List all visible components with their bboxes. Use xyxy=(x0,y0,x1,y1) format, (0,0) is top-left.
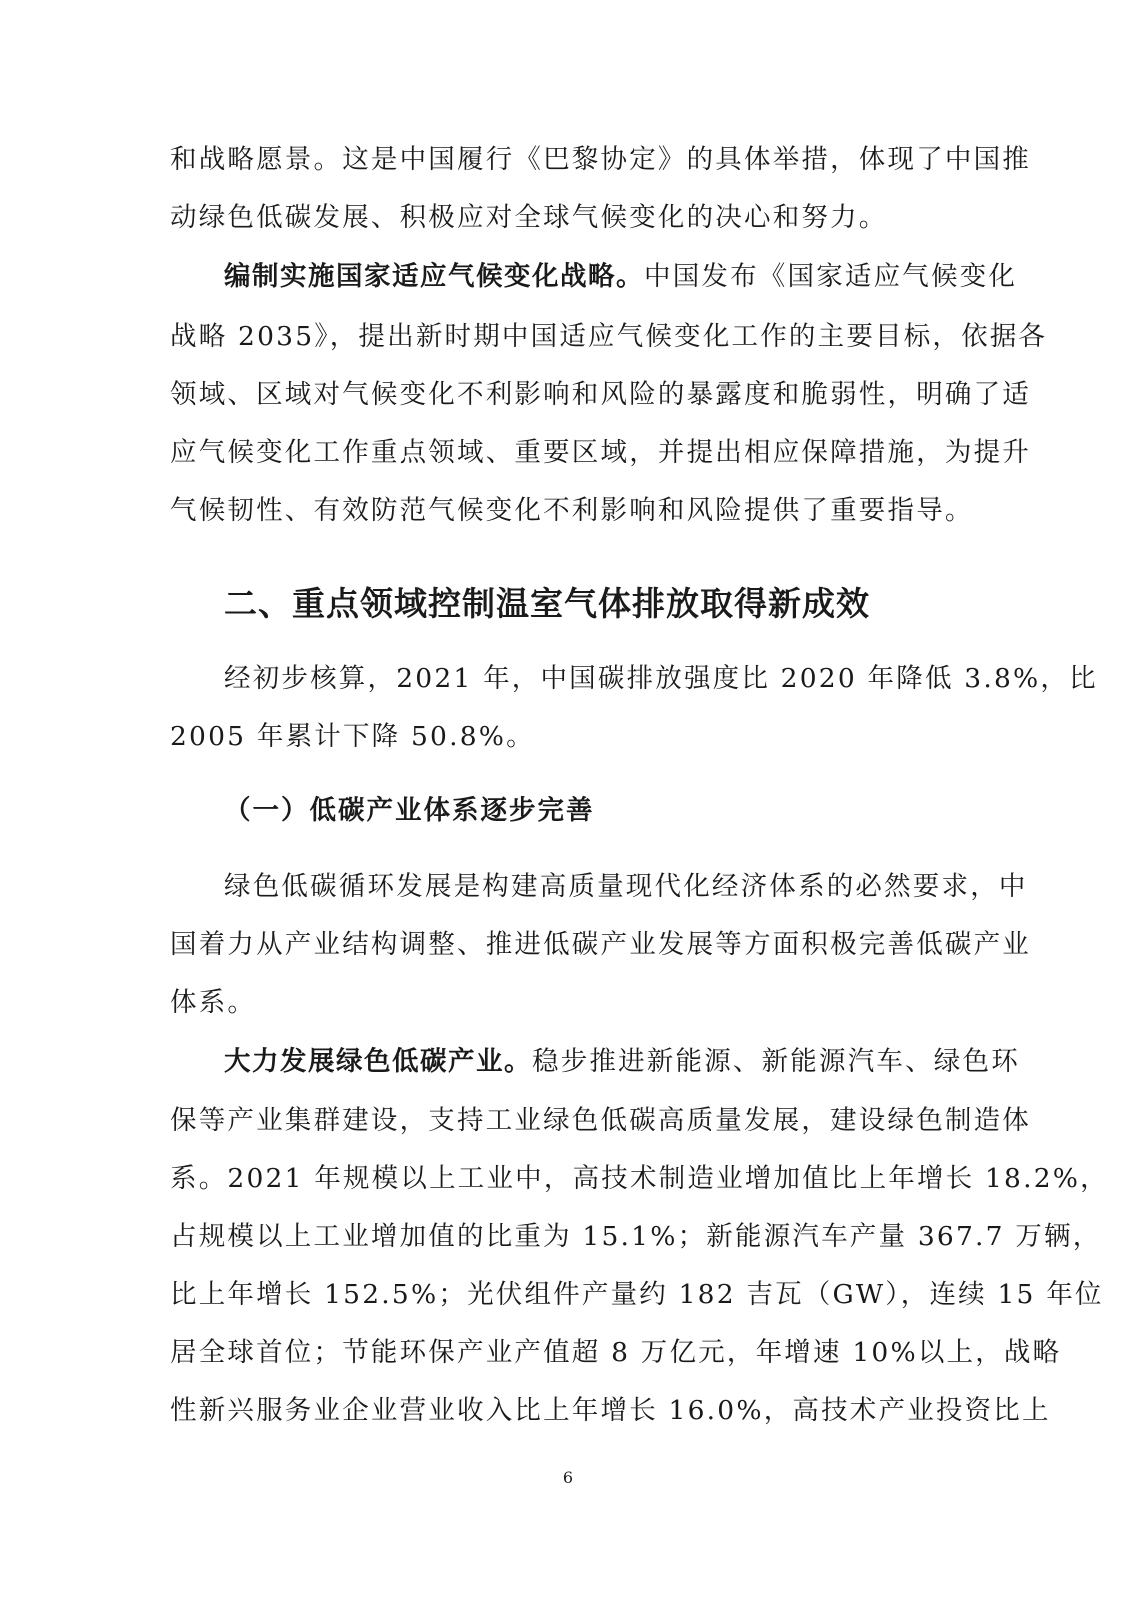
paragraph-line: 居全球首位；节能环保产业产值超 8 万亿元，年增速 10%以上，战略 xyxy=(170,1337,1062,1368)
section-heading: 二、重点领域控制温室气体排放取得新成效 xyxy=(224,584,870,623)
paragraph-text: 中国发布《国家适应气候变化 xyxy=(644,261,1018,292)
paragraph-line: 占规模以上工业增加值的比重为 15.1%；新能源汽车产量 367.7 万辆， xyxy=(170,1221,1102,1252)
bold-lead-text: 大力发展绿色低碳产业。 xyxy=(224,1046,532,1077)
paragraph-line: 2005 年累计下降 50.8%。 xyxy=(170,721,535,752)
paragraph-line: 绿色低碳循环发展是构建高质量现代化经济体系的必然要求，中 xyxy=(224,871,1028,902)
bold-lead-text: 编制实施国家适应气候变化战略。 xyxy=(224,261,644,292)
paragraph-line: 系。2021 年规模以上工业中，高技术制造业增加值比上年增长 18.2%， xyxy=(170,1163,1109,1194)
paragraph-line: 动绿色低碳发展、积极应对全球气候变化的决心和努力。 xyxy=(170,202,888,233)
paragraph-line: 经初步核算，2021 年，中国碳排放强度比 2020 年降低 3.8%，比 xyxy=(224,663,1098,694)
page-number: 6 xyxy=(562,1468,574,1487)
paragraph-line: 性新兴服务业企业营业收入比上年增长 16.0%，高技术产业投资比上 xyxy=(170,1395,1051,1426)
paragraph-line xyxy=(224,1042,1020,1082)
paragraph-line xyxy=(224,257,1018,297)
paragraph-line: 和战略愿景。这是中国履行《巴黎协定》的具体举措，体现了中国推 xyxy=(170,144,1031,175)
paragraph-line: 比上年增长 152.5%；光伏组件产量约 182 吉瓦（GW），连续 15 年位 xyxy=(170,1279,1104,1310)
paragraph-line: 体系。 xyxy=(170,987,257,1018)
subsection-heading: （一）低碳产业体系逐步完善 xyxy=(224,795,595,826)
paragraph-text: 稳步推进新能源、新能源汽车、绿色环 xyxy=(532,1046,1020,1077)
paragraph-line: 国着力从产业结构调整、推进低碳产业发展等方面积极完善低碳产业 xyxy=(170,929,1031,960)
paragraph-line: 气候韧性、有效防范气候变化不利影响和风险提供了重要指导。 xyxy=(170,495,974,526)
paragraph-line: 保等产业集群建设，支持工业绿色低碳高质量发展，建设绿色制造体 xyxy=(170,1105,1031,1136)
paragraph-line: 战略 2035》，提出新时期中国适应气候变化工作的主要目标，依据各 xyxy=(170,321,1048,352)
paragraph-line: 应气候变化工作重点领域、重要区域，并提出相应保障措施，为提升 xyxy=(170,437,1031,468)
paragraph-line: 领域、区域对气候变化不利影响和风险的暴露度和脆弱性，明确了适 xyxy=(170,379,1031,410)
